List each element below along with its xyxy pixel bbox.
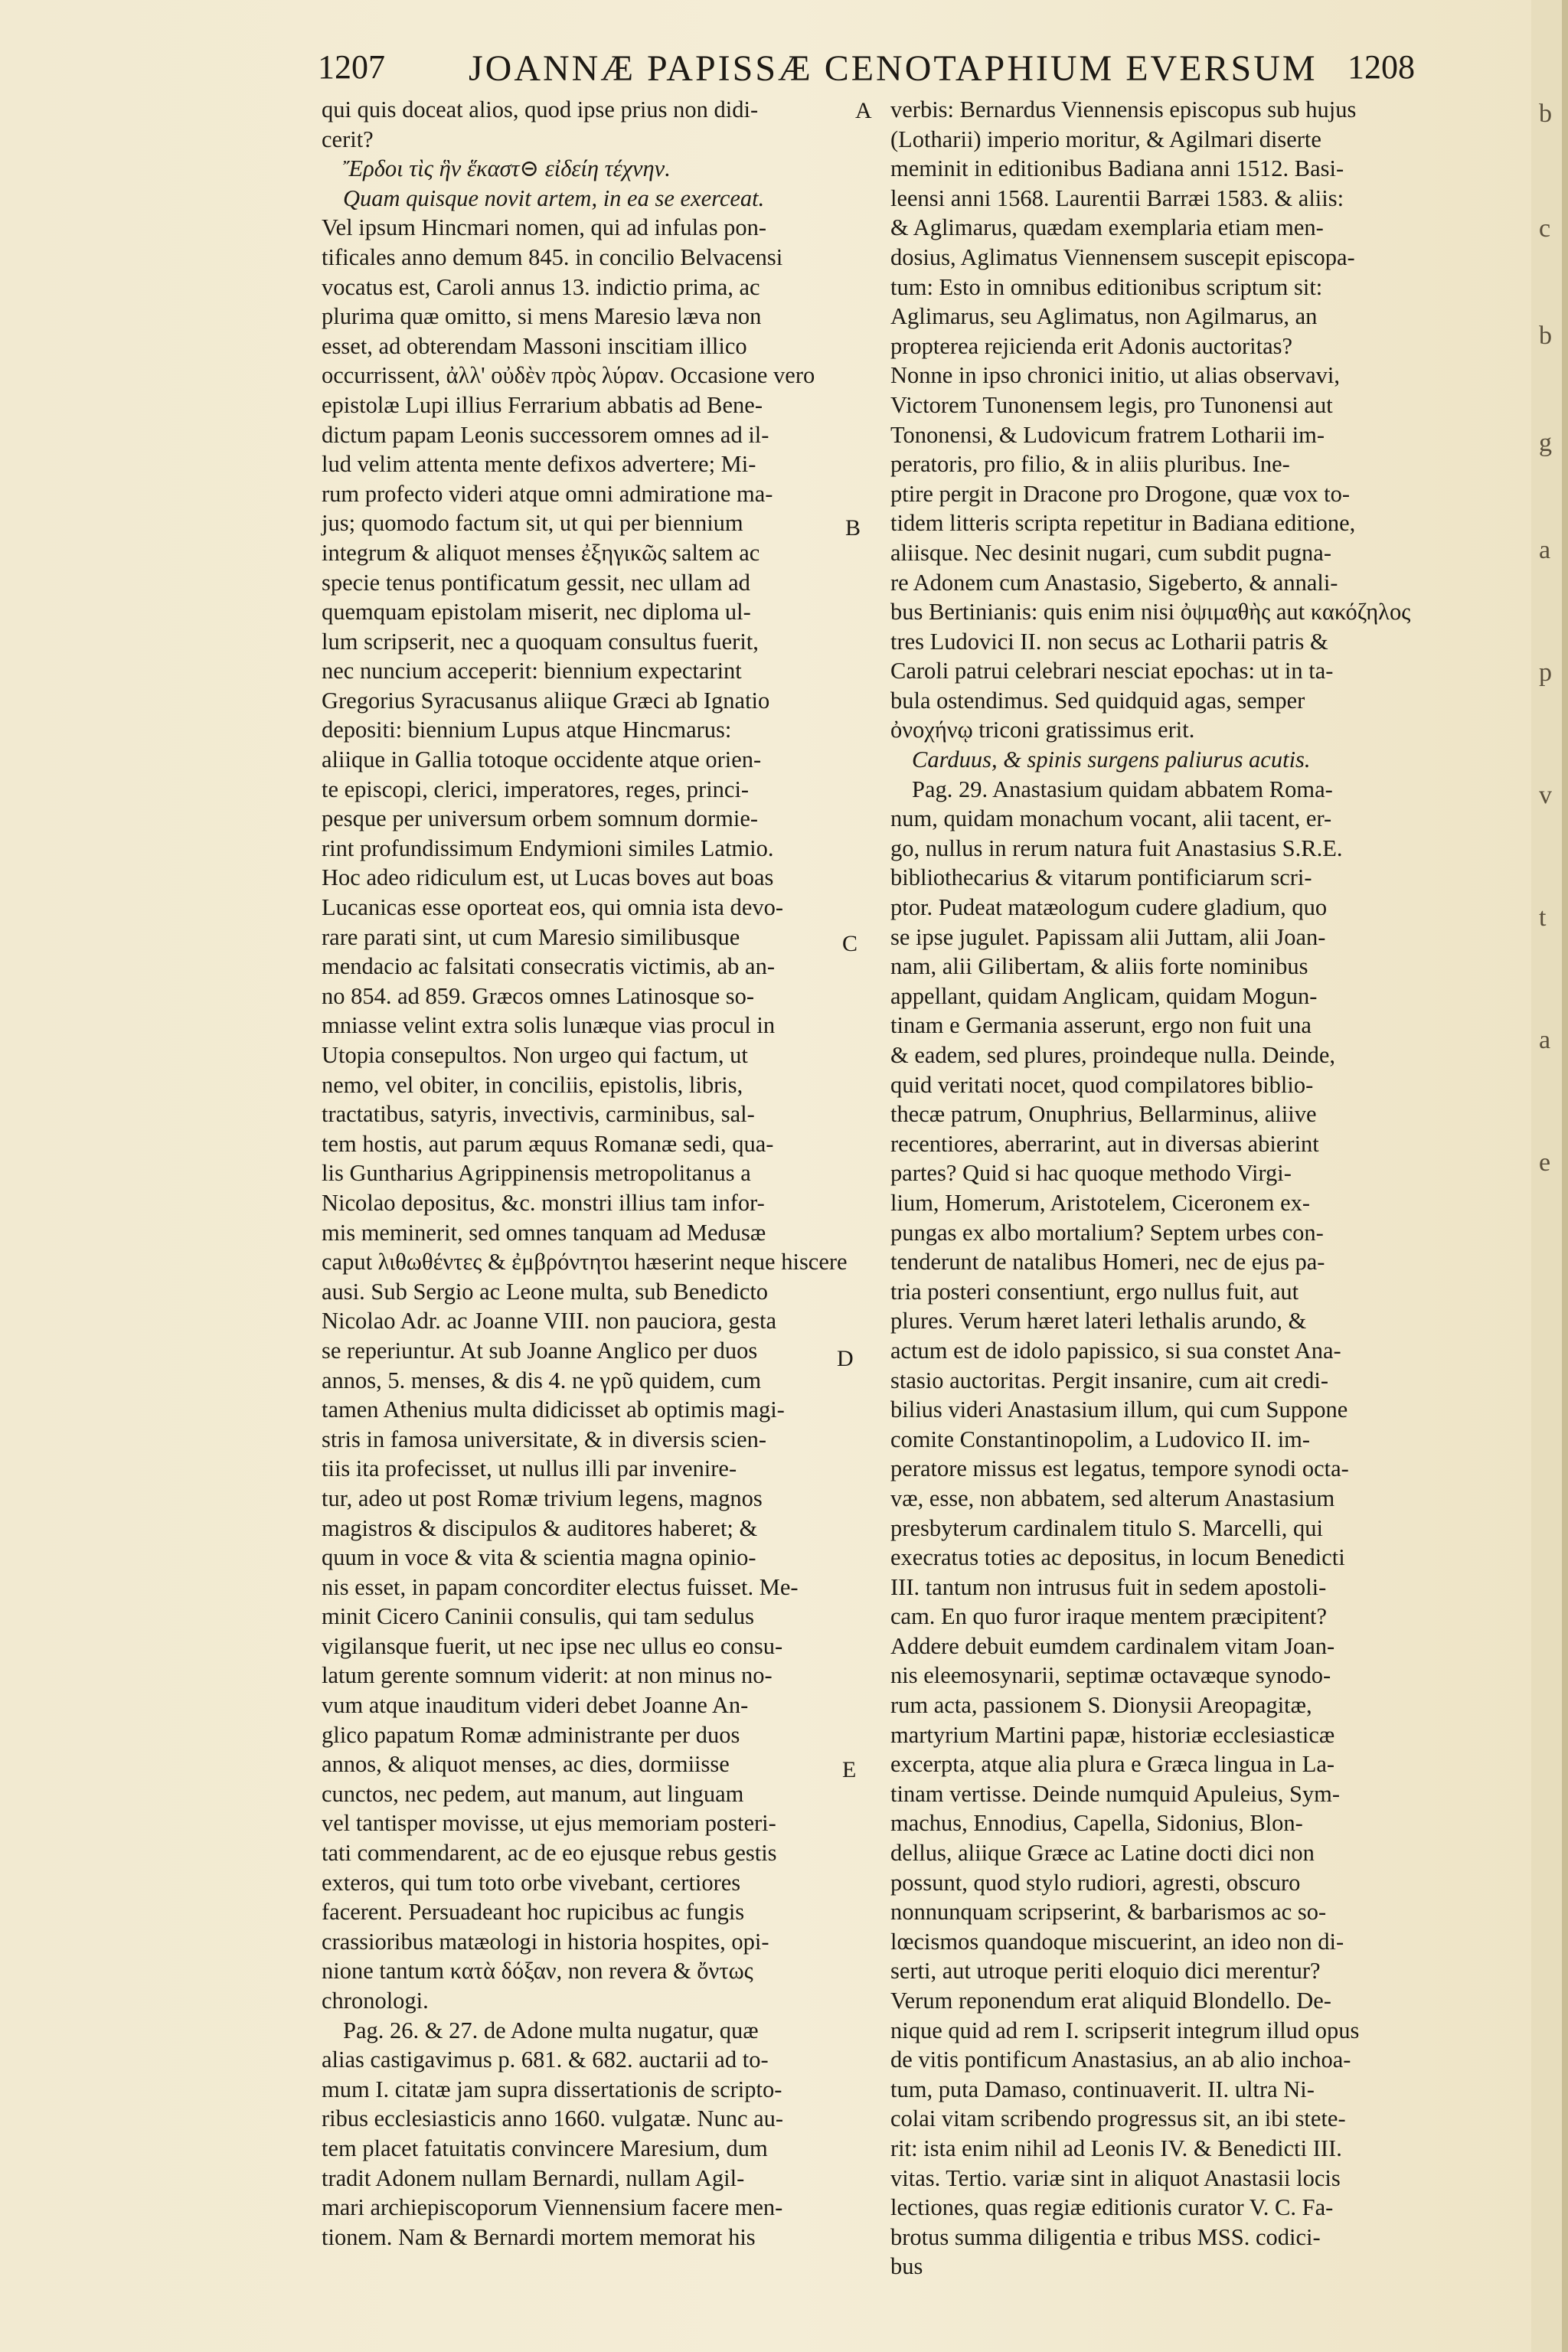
text-line: mendacio ac falsitati consecratis victimis, ab an-	[322, 953, 775, 980]
text-line: mari archiepiscoporum Viennensium facere men-	[322, 2194, 783, 2221]
text-line: lectiones, quas regiæ editionis curator V. C. Fa-	[890, 2194, 1334, 2221]
text-line: vigilansque fuerit, ut nec ipse nec ullus eo consu-	[322, 1632, 783, 1659]
text-line: lium, Homerum, Aristotelem, Ciceronem ex-	[890, 1189, 1311, 1216]
text-line: re Adonem cum Anastasio, Sigeberto, & annali-	[890, 569, 1338, 596]
text-line: Hoc adeo ridiculum est, ut Lucas boves aut boas	[322, 864, 774, 891]
text-line: annos, & aliquot menses, ac dies, dormiisse	[322, 1751, 730, 1778]
text-line: Pag. 26. & 27. de Adone multa nugatur, quæ	[343, 2017, 759, 2043]
text-line: recentiores, aberrarint, aut in diversas abierint	[890, 1130, 1319, 1157]
text-line: martyrium Martini papæ, historiæ ecclesiasticæ	[890, 1721, 1335, 1748]
text-line: dosius, Aglimatus Viennensem suscepit episcopa-	[890, 243, 1355, 270]
text-line: rum acta, passionem S. Dionysii Areopagitæ,	[890, 1692, 1312, 1719]
text-line: tenderunt de natalibus Homeri, nec de ejus pa-	[890, 1249, 1325, 1276]
text-line: possunt, quod stylo rudiori, agresti, obscuro	[890, 1869, 1301, 1896]
text-line: plurima quæ omitto, si mens Maresio læva non	[322, 303, 762, 330]
text-line: stris in famosa universitate, & in diversis scien-	[322, 1426, 767, 1452]
text-line: facerent. Persuadeant hoc rupicibus ac fungis	[322, 1899, 745, 1926]
text-line: tinam vertisse. Deinde numquid Apuleius, Sym-	[890, 1780, 1341, 1807]
text-line: annos, 5. menses, & dis 4. ne γρῦ quidem, cum	[322, 1367, 762, 1393]
text-line: nis esset, in papam concorditer electus fuisset. Me-	[322, 1573, 799, 1600]
text-line: comite Constantinopolim, a Ludovico II. im-	[890, 1426, 1311, 1452]
text-line: Addere debuit eumdem cardinalem vitam Joan-	[890, 1632, 1335, 1659]
text-line: vocatus est, Caroli annus 13. indictio prima, ac	[322, 273, 760, 300]
text-line: chronologi.	[322, 1988, 429, 2014]
text-line: jus; quomodo factum sit, ut qui per biennium	[322, 510, 743, 537]
text-line: tinam e Germania asserunt, ergo non fuit una	[890, 1012, 1312, 1039]
text-line: Nicolao Adr. ac Joanne VIII. non pauciora, gesta	[322, 1308, 776, 1334]
text-line: tria posteri consentiunt, ergo nullus fuit, aut	[890, 1278, 1299, 1305]
text-line: machus, Ennodius, Capella, Sidonius, Blon-	[890, 1810, 1303, 1837]
text-line: lum scripserit, nec a quoquam consultus fuerit,	[322, 628, 759, 655]
text-line: cerit?	[322, 126, 374, 152]
text-line: ὀνοχήνῳ triconi gratissimus erit.	[890, 717, 1195, 743]
text-line: tamen Athenius multa didicisset ab optimis magi-	[322, 1396, 785, 1423]
text-line: plures. Verum hæret lateri lethalis arundo, &	[890, 1308, 1307, 1334]
text-line: stasio auctoritas. Pergit insanire, cum ait credi-	[890, 1367, 1328, 1393]
text-line: rum profecto videri atque omni admiratione ma-	[322, 480, 773, 507]
text-line: Aglimarus, seu Aglimatus, non Agilmarus, an	[890, 303, 1318, 330]
text-line: tem placet fatuitatis convincere Maresium, dum	[322, 2135, 768, 2161]
text-line: ausi. Sub Sergio ac Leone multa, sub Benedicto	[322, 1278, 769, 1305]
text-line: nam, alii Gilibertam, & aliis forte nominibus	[890, 953, 1308, 980]
text-line: lis Guntharius Agrippinensis metropolitanus a	[322, 1160, 751, 1187]
text-line: dellus, aliique Græce ac Latine docti dici non	[890, 1840, 1315, 1867]
text-line: glico papatum Romæ administrante per duos	[322, 1721, 740, 1748]
text-line: bus	[890, 2253, 923, 2280]
running-title: JOANNÆ PAPISSÆ CENOTAPHIUM EVERSUM	[469, 48, 1318, 89]
text-line: no 854. ad 859. Græcos omnes Latinosque so-	[322, 982, 755, 1009]
text-line: aliique in Gallia totoque occidente atque orien-	[322, 746, 762, 773]
margin-letter-d: D	[837, 1346, 854, 1371]
margin-letter-b: B	[845, 515, 861, 541]
text-line: tres Ludovici II. non secus ac Lotharii patris &	[890, 628, 1328, 655]
text-line: tum: Esto in omnibus editionibus scriptum sit:	[890, 273, 1323, 300]
text-line: rare parati sint, ut cum Maresio similibusque	[322, 923, 740, 950]
text-line: num, quidam monachum vocant, alii tacent, er-	[890, 805, 1332, 832]
text-line: aliisque. Nec desinit nugari, cum subdit pugna-	[890, 539, 1331, 566]
text-line: meminit in editionibus Badiana anni 1512. Basi-	[890, 155, 1344, 182]
text-line: pungas ex albo mortalium? Septem urbes con-	[890, 1219, 1324, 1246]
text-line: alias castigavimus p. 681. & 682. auctarii ad to-	[322, 2047, 769, 2073]
margin-letter-e: E	[842, 1757, 857, 1782]
text-line: propterea rejicienda erit Adonis auctoritas?	[890, 332, 1293, 359]
text-line: & eadem, sed plures, proindeque nulla. Deinde,	[890, 1042, 1336, 1068]
text-line: cunctos, nec pedem, aut manum, aut linguam	[322, 1780, 744, 1807]
text-line: lœcismos quandoque miscuerint, an ideo non di-	[890, 1928, 1344, 1955]
right-text-column	[890, 95, 1434, 2282]
text-line: lud velim attenta mente defixos advertere; Mi-	[322, 451, 756, 478]
text-line: Quam quisque novit artem, in ea se exerceat.	[343, 185, 765, 211]
text-line: ptire pergit in Dracone pro Drogone, quæ vox to-	[890, 480, 1350, 507]
text-line: tractatibus, satyris, invectivis, carminibus, sal-	[322, 1101, 755, 1128]
text-line: integrum & aliquot menses ἐξηγικῶς saltem ac	[322, 539, 760, 566]
text-line: & Aglimarus, quædam exemplaria etiam men-	[890, 214, 1324, 241]
text-line: mum I. citatæ jam supra dissertationis de scripto-	[322, 2076, 782, 2102]
margin-letter-c: C	[842, 931, 858, 956]
text-line: serti, aut utroque periti eloquio dici merentur?	[890, 1958, 1321, 1984]
text-line: mniasse velint extra solis lunæque vias procul in	[322, 1012, 776, 1039]
text-line: tiis ita profecisset, ut nullus illi par invenire-	[322, 1455, 737, 1482]
text-line: thecæ patrum, Onuphrius, Bellarminus, aliive	[890, 1101, 1317, 1128]
text-line: depositi: biennium Lupus atque Hincmarus:	[322, 717, 732, 743]
text-line: presbyterum cardinalem titulo S. Marcelli, qui	[890, 1514, 1323, 1541]
text-line: tidem litteris scripta repetitur in Badiana editione,	[890, 510, 1356, 537]
text-line: bus Bertinianis: quis enim nisi ὀψιμαθὴς aut κακόζηλος	[890, 599, 1411, 626]
text-line: se ipse jugulet. Papissam alii Juttam, alii Joan-	[890, 923, 1326, 950]
text-line: exteros, qui tum toto orbe vivebant, certiores	[322, 1869, 741, 1896]
text-line: nis eleemosynarii, septimæ octavæque synodo-	[890, 1662, 1331, 1689]
text-line: specie tenus pontificatum gessit, nec ullam ad	[322, 569, 750, 596]
text-line: quum in voce & vita & scientia magna opinio-	[322, 1544, 756, 1571]
text-line: esset, ad obterendam Massoni inscitiam illico	[322, 332, 747, 359]
facing-page-edge: b c b g a p v t a e	[1531, 0, 1562, 2352]
text-line: tradit Adonem nullam Bernardi, nullam Agil-	[322, 2164, 745, 2191]
page-number-right: 1208	[1348, 48, 1415, 86]
text-line: Nicolao depositus, &c. monstri illius tam infor-	[322, 1189, 765, 1216]
text-line: de vitis pontificum Anastasius, an ab alio inchoa-	[890, 2047, 1351, 2073]
text-line: Pag. 29. Anastasium quidam abbatem Roma-	[912, 776, 1333, 802]
left-text-column	[322, 95, 848, 2252]
text-line: tati commendarent, ac de eo ejusque rebus gestis	[322, 1840, 777, 1867]
text-line: Lucanicas esse oporteat eos, qui omnia ista devo-	[322, 894, 784, 921]
text-line: verbis: Bernardus Viennensis episcopus sub hujus	[890, 96, 1357, 122]
text-line: Victorem Tunonensem legis, pro Tunonensi aut	[890, 391, 1333, 418]
text-line: Utopia consepultos. Non urgeo qui factum, ut	[322, 1042, 748, 1068]
text-line: bilius videri Anastasium illum, qui cum Suppone	[890, 1396, 1348, 1423]
text-line: peratore missus est legatus, tempore synodi octa-	[890, 1455, 1349, 1482]
text-line: tum, puta Damaso, continuaverit. II. ultra Ni-	[890, 2076, 1315, 2102]
text-line: vum atque inauditum videri debet Joanne An-	[322, 1692, 749, 1719]
text-line: quid veritati nocet, quod compilatores biblio-	[890, 1071, 1314, 1098]
text-line: Carduus, & spinis surgens paliurus acutis.	[912, 746, 1311, 773]
text-line: magistros & discipulos & auditores haberet; &	[322, 1514, 758, 1541]
text-line: bula ostendimus. Sed quidquid agas, semper	[890, 687, 1305, 714]
text-line: Gregorius Syracusanus aliique Græci ab Ignatio	[322, 687, 770, 714]
page-number-left: 1207	[318, 48, 385, 86]
text-line: occurrissent, ἀλλ' οὐδὲν πρὸς λύραν. Occasione vero	[322, 362, 815, 389]
text-line: bibliothecarius & vitarum pontificiarum scri-	[890, 864, 1312, 891]
text-line: leensi anni 1568. Laurentii Barræi 1583. & aliis:	[890, 185, 1344, 211]
text-line: nemo, vel obiter, in conciliis, epistolis, libris,	[322, 1071, 743, 1098]
text-line: peratoris, pro filio, & in aliis pluribus. Ine-	[890, 451, 1290, 478]
text-line: brotus summa diligentia e tribus MSS. codici-	[890, 2223, 1321, 2250]
text-line: cam. En quo furor iraque mentem præcipitent?	[890, 1603, 1327, 1630]
text-line: tem hostis, aut parum æquus Romanæ sedi, qua-	[322, 1130, 774, 1157]
text-line: dictum papam Leonis successorem omnes ad il-	[322, 421, 769, 448]
text-line: væ, esse, non abbatem, sed alterum Anastasium	[890, 1485, 1335, 1511]
text-line: latum gerente somnum viderit: at non minus no-	[322, 1662, 773, 1689]
text-line: pesque per universum orbem somnum dormie-	[322, 805, 759, 832]
text-line: partes? Quid si hac quoque methodo Virgi-	[890, 1160, 1292, 1187]
text-line: qui quis doceat alios, quod ipse prius non didi-	[322, 96, 759, 122]
text-line: ribus ecclesiasticis anno 1660. vulgatæ. Nunc au-	[322, 2105, 784, 2132]
text-line: appellant, quidam Anglicam, quidam Mogun-	[890, 982, 1318, 1009]
text-line: tur, adeo ut post Romæ trivium legens, magnos	[322, 1485, 763, 1511]
text-line: rit: ista enim nihil ad Leonis IV. & Benedicti III.	[890, 2135, 1342, 2161]
text-line: excerpta, atque alia plura e Græca lingua in La-	[890, 1751, 1335, 1778]
text-line: vel tantisper movisse, ut ejus memoriam posteri-	[322, 1810, 776, 1837]
text-line: Ἔρδοι τὶς ἣν ἕκαστ⊝ εἰδείη τέχνην.	[343, 155, 671, 182]
text-line: execratus toties ac depositus, in locum Benedicti	[890, 1544, 1345, 1571]
text-line: Caroli patrui celebrari nesciat epochas: ut in ta-	[890, 658, 1334, 684]
text-line: quemquam epistolam miserit, nec diploma ul-	[322, 599, 751, 626]
text-line: Nonne in ipso chronici initio, ut alias observavi,	[890, 362, 1341, 389]
text-line: III. tantum non intrusus fuit in sedem apostoli-	[890, 1573, 1327, 1600]
text-line: rint profundissimum Endymioni similes Latmio.	[322, 835, 774, 861]
text-line: nione tantum κατὰ δόξαν, non revera & ὄντως	[322, 1958, 753, 1984]
text-line: Verum reponendum erat aliquid Blondello. De-	[890, 1988, 1331, 2014]
text-line: Vel ipsum Hincmari nomen, qui ad infulas pon-	[322, 214, 767, 241]
text-line: caput λιθωθέντες & ἐμβρόντητοι hæserint neque hiscere	[322, 1249, 848, 1276]
margin-letter-a: A	[855, 98, 872, 123]
text-line: go, nullus in rerum natura fuit Anastasius S.R.E.	[890, 835, 1343, 861]
text-line: Tononensi, & Ludovicum fratrem Lotharii im-	[890, 421, 1325, 448]
text-line: ptor. Pudeat matæologum cudere gladium, quo	[890, 894, 1328, 921]
text-line: tificales anno demum 845. in concilio Belvacensi	[322, 243, 783, 270]
text-line: epistolæ Lupi illius Ferrarium abbatis ad Bene-	[322, 391, 763, 418]
text-line: tionem. Nam & Bernardi mortem memorat his	[322, 2223, 756, 2250]
text-line: te episcopi, clerici, imperatores, reges, princi-	[322, 776, 750, 802]
text-line: se reperiuntur. At sub Joanne Anglico per duos	[322, 1337, 758, 1364]
text-line: nec nuncium acceperit: biennium expectarint	[322, 658, 742, 684]
text-line: minit Cicero Caninii consulis, qui tam sedulus	[322, 1603, 755, 1630]
text-line: (Lotharii) imperio moritur, & Agilmari diserte	[890, 126, 1321, 152]
text-line: vitas. Tertio. variæ sint in aliquot Anastasii locis	[890, 2164, 1341, 2191]
page-edge	[1562, 0, 1568, 2352]
text-line: mis meminerit, sed omnes tanquam ad Medusæ	[322, 1219, 766, 1246]
text-line: nonnunquam scripserint, & barbarismos ac so-	[890, 1899, 1327, 1926]
text-line: actum est de idolo papissico, si sua constet Ana-	[890, 1337, 1341, 1364]
text-line: colai vitam scribendo progressus sit, an ibi stete-	[890, 2105, 1346, 2132]
text-line: crassioribus matæologi in historia hospites, opi-	[322, 1928, 769, 1955]
text-line: nique quid ad rem I. scripserit integrum illud opus	[890, 2017, 1360, 2043]
